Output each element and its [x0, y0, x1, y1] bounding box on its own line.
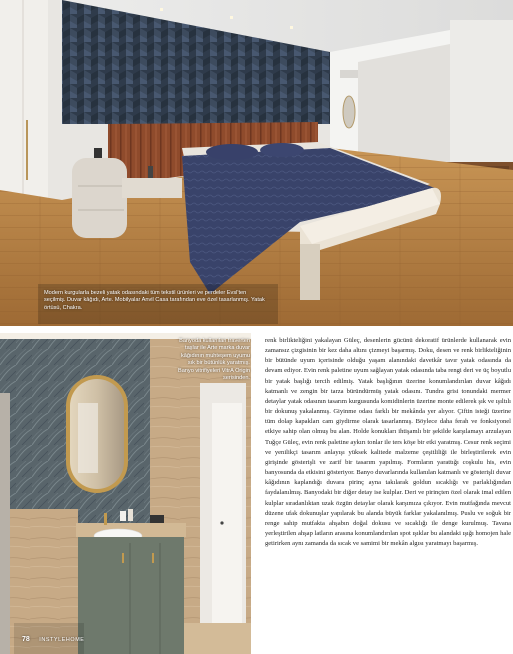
article-body: renk birlikteliğini yakalayan Güleç, desenlerin gücünü dekoratif ürünlerde kullanarak evin zamansız çizgisinin bir kez daha altını çizmeyi başarmış. Doku, desen ve renk birlikteliğinin bir bütünde uyum içerisinde olduğu yaşam alanındaki davetkâr tavır yatak odasında da devam ediyor. Evin renk paletine uyum sağlayan yatak odasında taba rengi deri ve üç boyutlu bir yatak başlığı tercih edilmiş. Yatak başlığının üzerine konumlandırılan duvar kâğıdı katmanlı ve zengin bir tarza büründürmüş yatak odasını. Tundra grisi tonundaki mermer detaylar yatak odasının tasarım kurgusunda komidinlerin üzerine monte edilerek şık ve ışıltılı bir dokunuş yakalanmış. Giyinme odası farklı bir mekânda yer alıyor. Çiftin isteği üzerine tüm dolap kapakları cam giydirme olarak tasarlanmış. Böylece daha ferah ve fonksiyonel etkiye sahip olan olmuş bu alan. Holde konukları ihtişamlı bir şekilde karşılamayı arzulayan Tuğçe Güleç, evin renk paletine aykırı tonlar ile ters köşe bir etki yaratmış. Cesur renk seçimi ve yenilikçi tasarım anlayışı yüksek kalitede malzeme çeşitliliği ile birleştirilerek evin girişinde gösterişli ve zarif bir tasarım yapılmış. Formların yarattığı coşkulu his, evin banyosunda da etkisini gösteriyor. Banyo duvarlarında kullanılan katmanlı ve gösterişli duvar kâğıdının kaplandığı duvara pirinç ayna takılarak goldun sıcaklığı ve parlaklığından faydalanılmış. Banyodaki bir diğer detay ise kulplar. Deri ve pirinçten özel olarak imal edilen kulplar sıradanlıktan uzak özgün detaylar olarak karşımıza çıkıyor. Evin mutfağında mevcut düzene ufak dokunuşlar yapılarak bu alanda büyük farklar yakalanılmış. Puslu ve soğuk bir renge sahip mutfakta ahşabın doğal dokusu ve sıcaklığı ile denge kurulmuş. Tavana yerleştirilen ahşap latların arasına konumlandırılan spot ışıklar bu alandaki ışığı homojen hale getirirken aynı zamanda da sıcak ve samimi bir mekân algısı yaratmayı başarmış. [265, 337, 511, 548]
magazine-name: INSTYLEHOME [39, 637, 85, 643]
page-footer [22, 628, 85, 646]
bedroom-caption: Modern kurgularla bezeli yatak odasındaki tüm tekstil ürünleri ve perdeler Evsl'ten seçilmiş. Duvar kâğıdı, Arte. Mobilyalar Anvil Casa tarafından eve özel tasarlanmış. Yatak örtüsü, Chakra. [44, 290, 265, 311]
bedroom-photo [0, 0, 513, 326]
bathroom-caption: Banyoda kullanılan traverten taşlar ile Arte marka duvar kâğıdının muhteşem uyumu sık bir bütünlük yaratmış. Banyo vitrifiyeleri VitrA Origin serisinden. [177, 338, 250, 382]
page-number: 78 [22, 636, 30, 643]
